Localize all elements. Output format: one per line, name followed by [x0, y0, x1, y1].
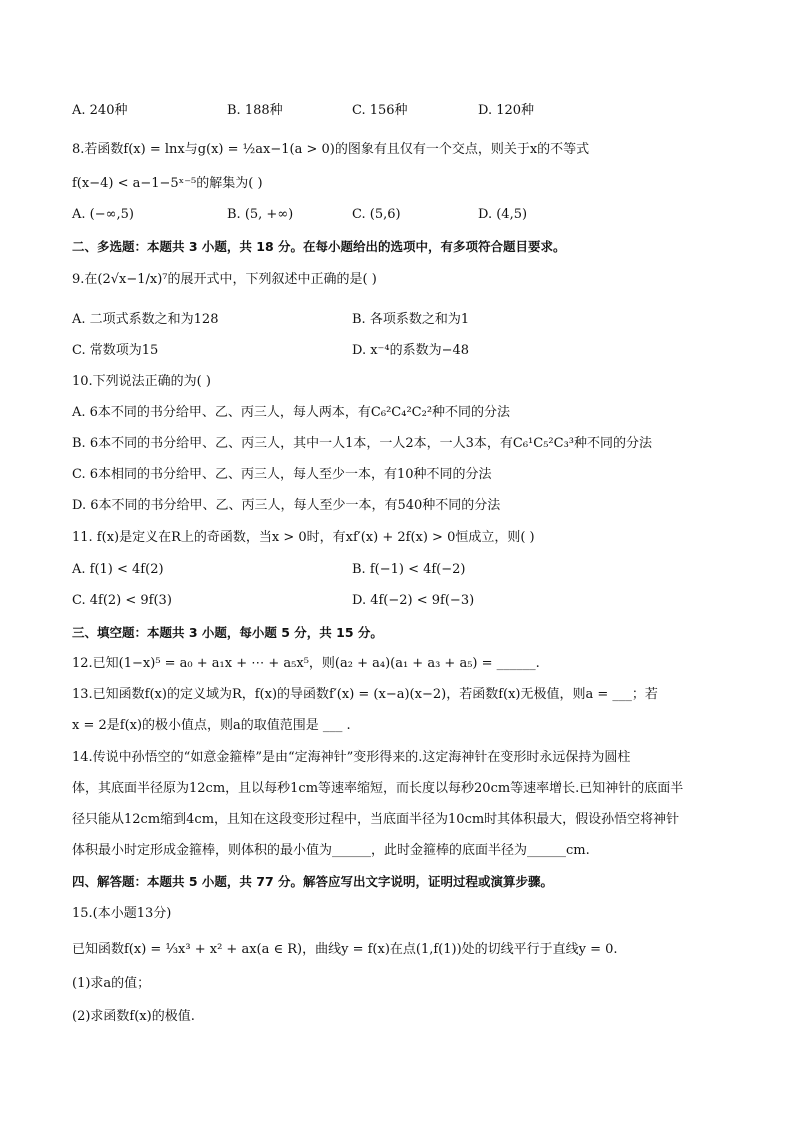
q15-part2: (2)求函数f(x)的极值.	[72, 1009, 195, 1024]
q9-option-b: B. 各项系数之和为1	[352, 312, 470, 327]
q9-option-c: C. 常数项为15	[72, 343, 159, 358]
q11-stem: 11. f(x)是定义在R上的奇函数，当x > 0时，有xf′(x) + 2f(x) > 0恒成立，则( )	[72, 530, 535, 545]
q13-line1: 13.已知函数f(x)的定义域为R，f(x)的导函数f′(x) = (x−a)(x−2)，若函数f(x)无极值，则a = ___；若	[72, 687, 658, 702]
q8-option-d: D. (4,5)	[478, 207, 528, 222]
q8-stem-line1: 8.若函数f(x) = lnx与g(x) = ½ax−1(a > 0)的图象有且仅有一个交点，则关于x的不等式	[72, 142, 590, 157]
q14-line4: 体积最小时定形成金箍棒，则体积的最小值为______，此时金箍棒的底面半径为______cm.	[72, 843, 590, 858]
q11-option-a: A. f(1) < 4f(2)	[72, 562, 164, 577]
q8-stem-line2: f(x−4) < a−1−5ˣ⁻⁵的解集为( )	[72, 176, 263, 191]
q8-option-a: A. (−∞,5)	[72, 207, 134, 222]
q11-option-b: B. f(−1) < 4f(−2)	[352, 562, 466, 577]
q10-option-d: D. 6本不同的书分给甲、乙、丙三人，每人至少一本，有540种不同的分法	[72, 498, 501, 513]
q13-line2: x = 2是f(x)的极小值点，则a的取值范围是 ___ .	[72, 718, 351, 733]
q10-option-b: B. 6本不同的书分给甲、乙、丙三人，其中一人1本，一人2本，一人3本，有C₆¹C₅²C₃³种不同的分法	[72, 436, 653, 451]
section-heading-multiple-choice: 二、多选题：本题共 3 小题，共 18 分。在每小题给出的选项中，有多项符合题目要求。	[72, 239, 566, 254]
q7-option-c: C. 156种	[352, 103, 408, 118]
q11-option-d: D. 4f(−2) < 9f(−3)	[352, 593, 475, 608]
q7-option-b: B. 188种	[227, 103, 283, 118]
q9-option-a: A. 二项式系数之和为128	[72, 312, 219, 327]
section-heading-answer: 四、解答题：本题共 5 小题，共 77 分。解答应写出文字说明，证明过程或演算步骤。	[72, 874, 554, 889]
q8-option-c: C. (5,6)	[352, 207, 401, 222]
q9-stem: 9.在(2√x−1/x)⁷的展开式中，下列叙述中正确的是( )	[72, 272, 377, 287]
q8-option-b: B. (5, +∞)	[227, 207, 294, 222]
q7-option-a: A. 240种	[72, 103, 128, 118]
q14-line1: 14.传说中孙悟空的“如意金箍棒”是由“定海神针”变形得来的.这定海神针在变形时永远保持为圆柱	[72, 750, 631, 765]
q11-option-c: C. 4f(2) < 9f(3)	[72, 593, 172, 608]
q12-stem: 12.已知(1−x)⁵ = a₀ + a₁x + ⋯ + a₅x⁵，则(a₂ + a₄)(a₁ + a₃ + a₅) = ______.	[72, 656, 540, 671]
q14-line3: 径只能从12cm缩到4cm，且知在这段变形过程中，当底面半径为10cm时其体积最大，假设孙悟空将神针	[72, 812, 680, 827]
q10-stem: 10.下列说法正确的为( )	[72, 374, 211, 389]
q15-part1: (1)求a的值；	[72, 976, 151, 991]
q10-option-c: C. 6本相同的书分给甲、乙、丙三人，每人至少一本，有10种不同的分法	[72, 467, 492, 482]
q15-stem: 已知函数f(x) = ⅓x³ + x² + ax(a ∈ R)，曲线y = f(x)在点(1,f(1))处的切线平行于直线y = 0.	[72, 942, 618, 957]
q9-option-d: D. x⁻⁴的系数为−48	[352, 343, 470, 358]
q7-option-d: D. 120种	[478, 103, 535, 118]
q10-option-a: A. 6本不同的书分给甲、乙、丙三人，每人两本，有C₆²C₄²C₂²种不同的分法	[72, 405, 511, 420]
q14-line2: 体，其底面半径原为12cm，且以每秒1cm等速率缩短，而长度以每秒20cm等速率增长.已知神针的底面半	[72, 781, 684, 796]
q15-title: 15.(本小题13分)	[72, 906, 172, 921]
section-heading-fill-in: 三、填空题：本题共 3 小题，每小题 5 分，共 15 分。	[72, 625, 383, 640]
